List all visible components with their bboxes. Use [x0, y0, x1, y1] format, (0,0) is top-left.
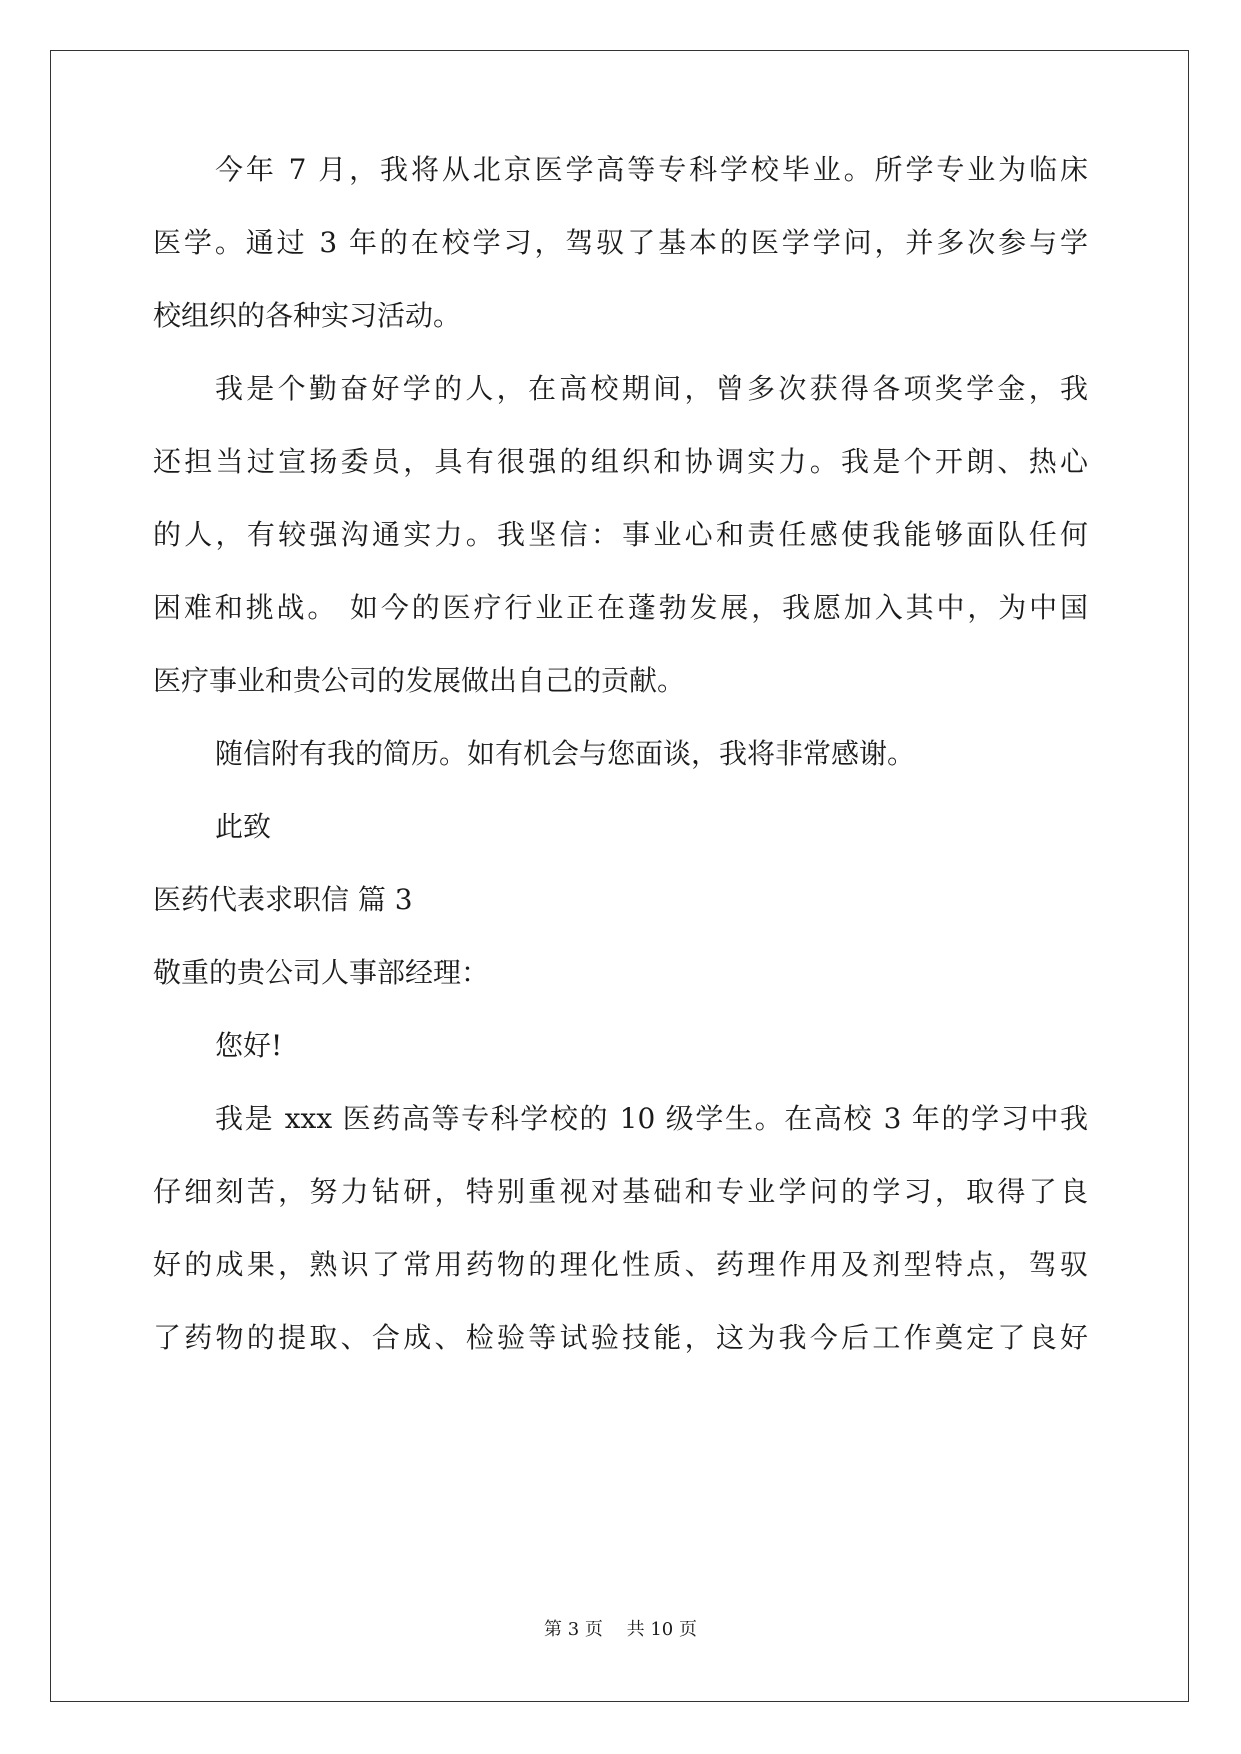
paragraph-4-line-2: 仔细刻苦，努力钻研，特别重视对基础和专业学问的学习，取得了良: [153, 1175, 1088, 1208]
paragraph-4-line-1: 我是 xxx 医药高等专科学校的 10 级学生。在高校 3 年的学习中我: [215, 1102, 1088, 1135]
letter-recipient: 敬重的贵公司人事部经理：: [153, 956, 490, 989]
closing-salutation: 此致: [215, 810, 272, 843]
paragraph-1-line-3: 校组织的各种实习活动。: [153, 299, 462, 332]
section-heading: 医药代表求职信 篇 3: [153, 883, 413, 916]
paragraph-4-line-3: 好的成果，熟识了常用药物的理化性质、药理作用及剂型特点，驾驭: [153, 1248, 1088, 1281]
paragraph-1-line-1: 今年 7 月，我将从北京医学高等专科学校毕业。所学专业为临床: [215, 153, 1088, 186]
paragraph-2-line-1: 我是个勤奋好学的人，在高校期间，曾多次获得各项奖学金，我: [215, 372, 1088, 405]
paragraph-2-line-4: 困难和挑战。 如今的医疗行业正在蓬勃发展，我愿加入其中，为中国: [153, 591, 1088, 624]
paragraph-4-line-4: 了药物的提取、合成、检验等试验技能，这为我今后工作奠定了良好: [153, 1321, 1088, 1354]
paragraph-1-line-2: 医学。通过 3 年的在校学习，驾驭了基本的医学学问，并多次参与学: [153, 226, 1088, 259]
paragraph-3-line-1: 随信附有我的简历。如有机会与您面谈，我将非常感谢。: [215, 737, 916, 770]
paragraph-2-line-5: 医疗事业和贵公司的发展做出自己的贡献。: [153, 664, 686, 697]
paragraph-2-line-2: 还担当过宣扬委员，具有很强的组织和协调实力。我是个开朗、热心: [153, 445, 1088, 478]
page-number-footer: 第 3 页 共 10 页: [544, 1619, 697, 1640]
letter-greeting: 您好!: [215, 1029, 283, 1062]
paragraph-2-line-3: 的人，有较强沟通实力。我坚信：事业心和责任感使我能够面队任何: [153, 518, 1088, 551]
